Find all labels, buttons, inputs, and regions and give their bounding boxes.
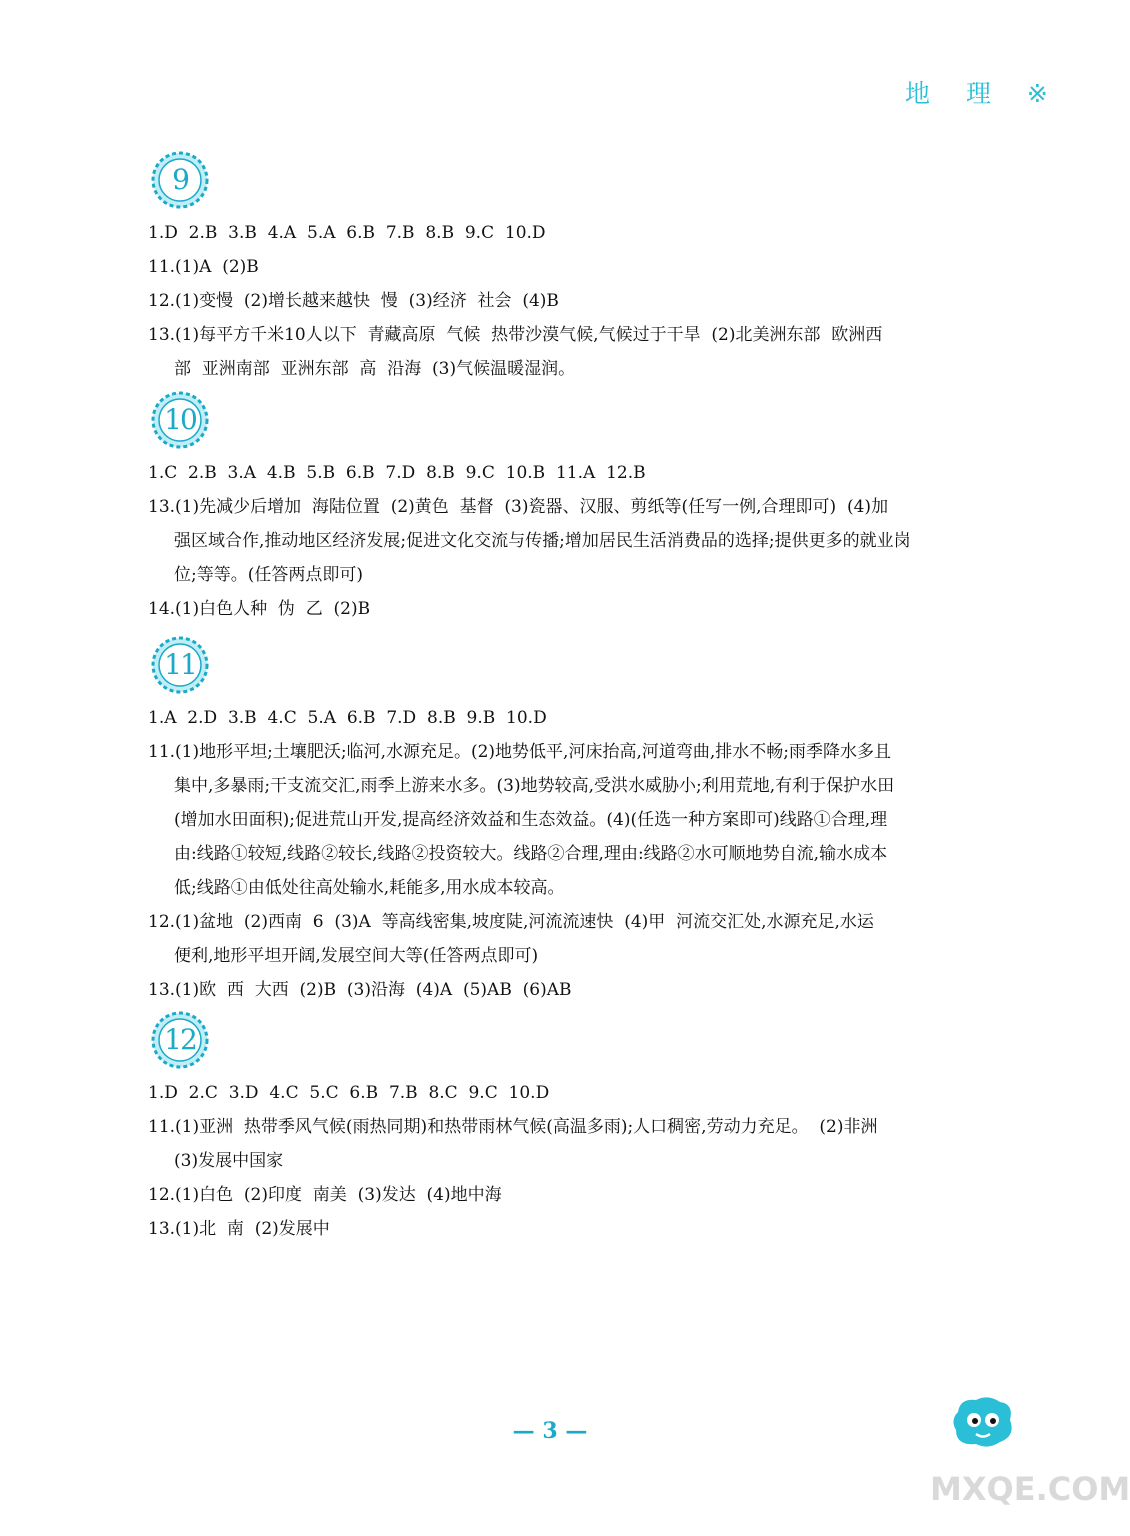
answer-line: 13.(1)每平方千米10人以下 青藏高原 气候 热带沙漠气候,气候过于干旱 (2)北美洲东部 欧洲西 <box>148 325 883 345</box>
section-badge <box>150 635 210 695</box>
answer-line: 由:线路①较短,线路②较长,线路②投资较大。线路②合理,理由:线路②水可顺地势自流,输水成本 <box>174 844 888 864</box>
answer-line: (3)发展中国家 <box>174 1151 284 1171</box>
answer-line: 11.(1)A (2)B <box>148 257 259 277</box>
answer-line: 集中,多暴雨;干支流交汇,雨季上游来水多。(3)地势较高,受洪水威胁小;利用荒地,有利于保护水田 <box>174 776 895 796</box>
watermark: MXQE.COM <box>930 1470 1130 1508</box>
answer-line: 13.(1)欧 西 大西 (2)B (3)沿海 (4)A (5)AB (6)AB <box>148 980 572 1000</box>
answer-line: 13.(1)北 南 (2)发展中 <box>148 1219 330 1239</box>
footer-dash-left: — <box>512 1418 535 1444</box>
answer-lines <box>148 456 988 626</box>
answer-line: (增加水田面积);促进荒山开发,提高经济效益和生态效益。(4)(任选一种方案即可)线路①合理,理 <box>174 810 888 830</box>
section-badge <box>150 150 210 210</box>
answer-lines <box>148 1076 988 1246</box>
page-number: 3 <box>542 1418 558 1444</box>
answer-line: 低;线路①由低处往高处输水,耗能多,用水成本较高。 <box>174 878 565 898</box>
answer-line: 位;等等。(任答两点即可) <box>174 565 363 585</box>
answer-line: 11.(1)地形平坦;土壤肥沃;临河,水源充足。(2)地势低平,河床抬高,河道弯曲,排水不畅;雨季降水多且 <box>148 742 891 762</box>
section-11 <box>0 635 1106 1010</box>
answer-line: 便利,地形平坦开阔,发展空间大等(任答两点即可) <box>174 946 539 966</box>
answer-line: 强区域合作,推动地区经济发展;促进文化交流与传播;增加居民生活消费品的选择;提供更多的就业岗 <box>174 531 911 551</box>
section-9 <box>0 150 1106 390</box>
answer-line: 12.(1)盆地 (2)西南 6 (3)A 等高线密集,坡度陡,河流流速快 (4)甲 河流交汇处,水源充足,水运 <box>148 912 874 932</box>
section-number: 9 <box>172 163 188 196</box>
page-number-footer <box>500 1418 600 1444</box>
answer-line: 12.(1)白色 (2)印度 南美 (3)发达 (4)地中海 <box>148 1185 502 1205</box>
answer-line: 1.C 2.B 3.A 4.B 5.B 6.B 7.D 8.B 9.C 10.B 11.A 12.B <box>148 463 646 483</box>
section-number: 11 <box>164 648 196 681</box>
mascot-icon <box>948 1392 1018 1452</box>
section-badge <box>150 390 210 450</box>
answer-line: 1.D 2.B 3.B 4.A 5.A 6.B 7.B 8.B 9.C 10.D <box>148 223 546 243</box>
subject-title: 地 理 ※ <box>905 79 1062 108</box>
section-badge <box>150 1010 210 1070</box>
answer-sections <box>0 150 1106 1250</box>
section-12 <box>0 1010 1106 1250</box>
answer-lines <box>148 701 988 1007</box>
section-10 <box>0 390 1106 635</box>
answer-line: 12.(1)变慢 (2)增长越来越快 慢 (3)经济 社会 (4)B <box>148 291 559 311</box>
answer-line: 14.(1)白色人种 伪 乙 (2)B <box>148 599 371 619</box>
answer-line: 11.(1)亚洲 热带季风气候(雨热同期)和热带雨林气候(高温多雨);人口稠密,劳动力充足。 (2)非洲 <box>148 1117 878 1137</box>
section-number: 12 <box>164 1023 196 1056</box>
answer-line: 13.(1)先减少后增加 海陆位置 (2)黄色 基督 (3)瓷器、汉服、剪纸等(任写一例,合理即可) (4)加 <box>148 497 889 517</box>
answer-line: 1.D 2.C 3.D 4.C 5.C 6.B 7.B 8.C 9.C 10.D <box>148 1083 550 1103</box>
answer-line: 1.A 2.D 3.B 4.C 5.A 6.B 7.D 8.B 9.B 10.D <box>148 708 547 728</box>
answer-lines <box>148 216 988 386</box>
footer-dash-right: — <box>565 1418 588 1444</box>
section-number: 10 <box>164 403 196 436</box>
answer-line: 部 亚洲南部 亚洲东部 高 沿海 (3)气候温暖湿润。 <box>174 359 576 379</box>
